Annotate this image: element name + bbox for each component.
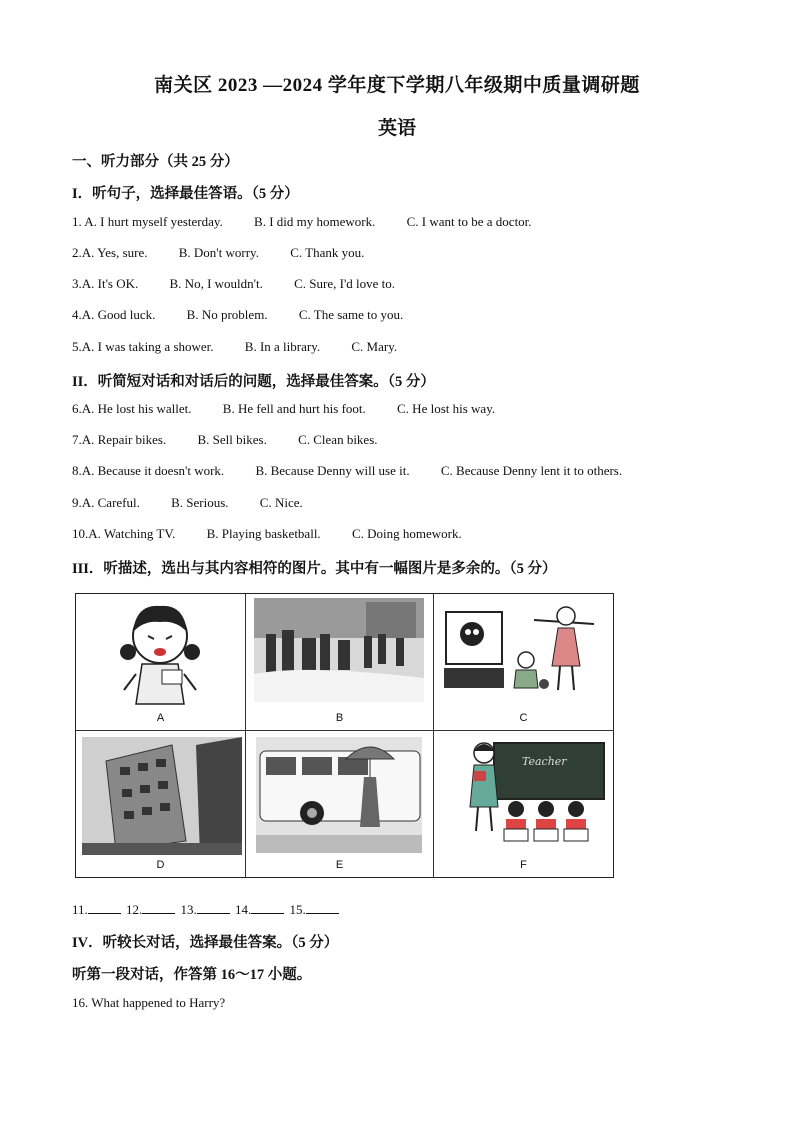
blank-label: 13.: [180, 902, 197, 917]
question-number: 5.A.: [72, 339, 95, 354]
blank-label: 14.: [235, 902, 252, 917]
picture-e: [246, 731, 434, 877]
option-a: Watching TV.: [103, 526, 176, 541]
board-text: Teacher: [522, 755, 567, 768]
question-number: 2.A.: [72, 245, 95, 260]
answer-blank[interactable]: [88, 901, 121, 914]
option-a: It's OK.: [97, 276, 139, 291]
subject-title: 英语: [377, 118, 416, 139]
bus-umbrella-photo: [246, 731, 434, 877]
picture-d: [76, 731, 246, 877]
option-c: C. Mary.: [351, 339, 398, 354]
question-number: 6.A.: [72, 401, 95, 416]
option-b: B. Playing basketball.: [206, 526, 321, 541]
picture-label: C: [519, 712, 528, 724]
option-c: C. Because Denny lent it to others.: [440, 463, 623, 478]
blank-label: 11.: [72, 902, 88, 917]
answer-blank[interactable]: [142, 901, 175, 914]
answer-blank[interactable]: [251, 901, 284, 914]
picture-a: [76, 594, 246, 731]
picture-label: D: [156, 859, 165, 871]
question-row: [72, 339, 397, 355]
picture-f: [434, 731, 613, 877]
part1-heading: 一、听力部分（共 25 分）: [72, 154, 239, 170]
question-number: 8.A.: [72, 463, 95, 478]
question-row: [72, 463, 622, 479]
option-a: Good luck.: [97, 307, 156, 322]
section1-heading: I．听句子，选择最佳答语。（5 分）: [72, 186, 299, 202]
option-c: C. Nice.: [259, 495, 303, 510]
question-16: 16. What happened to Harry?: [72, 995, 226, 1010]
option-c: C. He lost his way.: [397, 401, 496, 416]
answer-blank[interactable]: [306, 901, 339, 914]
teacher-classroom-icon: [434, 731, 613, 877]
tv-children-icon: [434, 594, 613, 731]
option-a: I hurt myself yesterday.: [100, 214, 223, 229]
option-c: C. I want to be a doctor.: [406, 214, 532, 229]
option-a: He lost his wallet.: [97, 401, 192, 416]
option-c: C. Clean bikes.: [298, 432, 378, 447]
picture-label: E: [335, 859, 344, 871]
question-row: [72, 432, 378, 448]
option-b: B. No problem.: [186, 307, 268, 322]
question-row: [72, 495, 303, 511]
question-number: 4.A.: [72, 307, 95, 322]
blank-label: 15.: [289, 902, 306, 917]
option-b: B. Because Denny will use it.: [255, 463, 410, 478]
option-b: B. No, I wouldn't.: [169, 276, 263, 291]
picture-label: B: [335, 712, 344, 724]
option-c: C. Thank you.: [290, 245, 365, 260]
question-row: [72, 276, 395, 292]
picture-label: A: [156, 712, 165, 724]
answer-blank[interactable]: [197, 901, 230, 914]
option-b: B. He fell and hurt his foot.: [222, 401, 366, 416]
section2-heading: II．听简短对话和对话后的问题，选择最佳答案。（5 分）: [72, 374, 435, 390]
option-b: B. I did my homework.: [254, 214, 376, 229]
question-number: 9.A.: [72, 495, 95, 510]
page-title: 南关区 2023 —2024 学年度下学期八年级期中质量调研题: [154, 75, 640, 96]
option-b: B. Don't worry.: [178, 245, 259, 260]
option-c: C. The same to you.: [298, 307, 404, 322]
option-b: B. In a library.: [244, 339, 321, 354]
collapsed-building-photo: [76, 731, 246, 877]
option-c: C. Doing homework.: [351, 526, 462, 541]
option-b: B. Serious.: [171, 495, 229, 510]
question-number: 1. A.: [72, 214, 97, 229]
section3-heading: III．听描述，选出与其内容相符的图片。其中有一幅图片是多余的。（5 分）: [72, 561, 557, 577]
question-row: [72, 307, 403, 323]
option-a: Repair bikes.: [97, 432, 167, 447]
section4-heading: IV．听较长对话，选择最佳答案。（5 分）: [72, 935, 339, 951]
question-row: [72, 526, 462, 542]
option-b: B. Sell bikes.: [197, 432, 267, 447]
question-row: [72, 245, 364, 261]
picture-b: [246, 594, 434, 731]
picture-c: [434, 594, 613, 731]
question-number: 3.A.: [72, 276, 95, 291]
option-a: I was taking a shower.: [97, 339, 214, 354]
option-a: Because it doesn't work.: [97, 463, 225, 478]
blank-label: 12.: [126, 902, 143, 917]
answer-blanks: [72, 901, 341, 918]
crying-girl-icon: [76, 594, 246, 731]
question-row: [72, 214, 532, 230]
section4-instruction: 听第一段对话，作答第 16～17 小题。: [72, 967, 312, 983]
option-a: Careful.: [97, 495, 140, 510]
picture-label: F: [520, 859, 527, 871]
snow-cleanup-photo: [246, 594, 434, 731]
option-a: Yes, sure.: [97, 245, 148, 260]
option-c: C. Sure, I'd love to.: [294, 276, 396, 291]
question-row: [72, 401, 495, 417]
question-number: 10.A.: [72, 526, 101, 541]
picture-grid: [75, 593, 614, 878]
question-number: 7.A.: [72, 432, 95, 447]
